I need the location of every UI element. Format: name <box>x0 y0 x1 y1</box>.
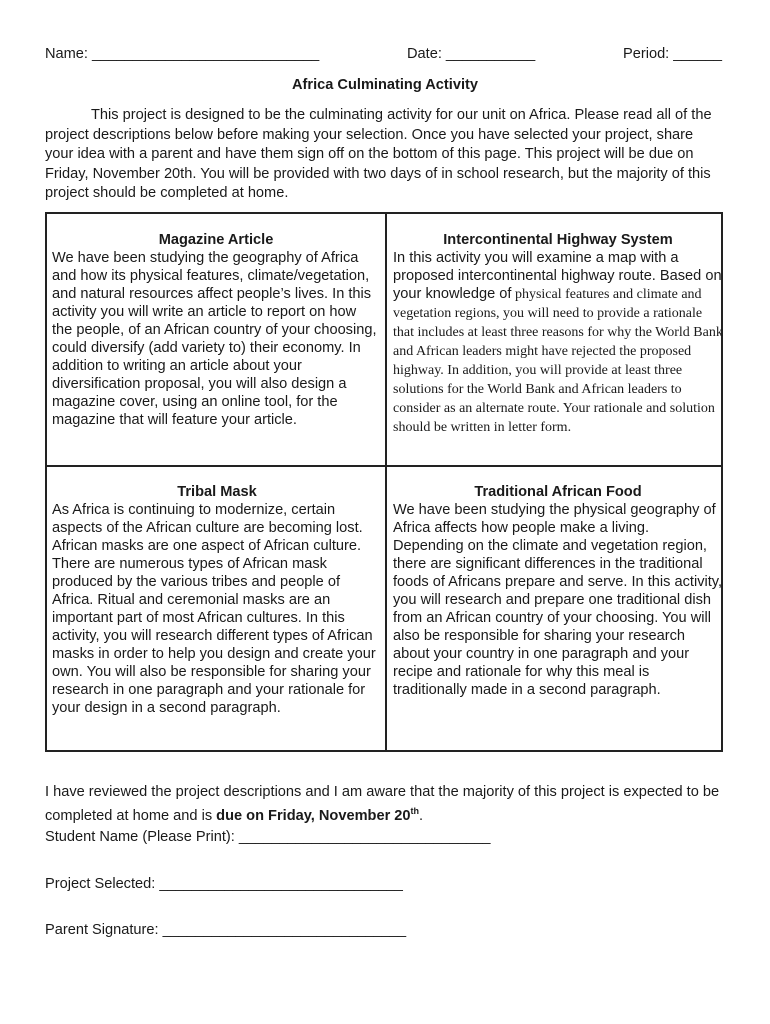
period-field[interactable]: Period: ______ <box>623 46 722 62</box>
due-date: due on Friday, November 20th <box>216 806 420 824</box>
grid-divider-vertical <box>385 214 387 750</box>
project-description: As Africa is continuing to modernize, certain aspects of the African culture are becoming lost. African masks are one aspect of African culture. There are numerous types of African mask produced by the various tribes and people of Africa. Ritual and ceremonial masks are an important part of most African cultures. In this activity, you will research different types of African masks in order to help you design and create your own. You will also be responsible for sharing your research in one paragraph and your rationale for your design in a second paragraph. <box>52 502 376 716</box>
project-selected-field[interactable]: Project Selected: ______________________________ <box>45 876 403 892</box>
intro-paragraph: This project is designed to be the culminating activity for our unit on Africa. Please read all of the project descriptions below before making your selection. Once you have selected your project, share your idea with a parent and have them sign off on the bottom of this page. This project will be due on Friday, November 20th. You will be provided with two days of in school research, but the majority of this project should be completed at home. <box>45 107 712 202</box>
date-field[interactable]: Date: ___________ <box>407 46 536 62</box>
project-description: We have been studying the geography of Africa and how its physical features, climate/vegetation, and natural resources affect people’s lives. In this activity you will write an article to report on how the people, of an African country of your choosing, could diversify (add variety to) their economy. In addition to writing an article about your diversification proposal, you will also design a magazine cover, using an online tool, for the magazine that will feature your article. <box>52 250 377 428</box>
parent-signature-field[interactable]: Parent Signature: ______________________________ <box>45 922 407 938</box>
project-description-part: physical features and climate and vegetation regions, you will need to provide a rationale that includes at least three reasons for why the World Bank and African leaders might have rejected the proposed highway. In addition, you will provide at least three solutions for the World Bank and African leaders to consider as an alternate route. Your rationale and solution should be written in letter form. <box>393 287 723 435</box>
name-field[interactable]: Name: ____________________________ <box>45 46 320 62</box>
grid-divider-horizontal <box>47 465 721 467</box>
project-title: Tribal Mask <box>177 484 257 500</box>
project-description: We have been studying the physical geography of Africa affects how people make a living. Depending on the climate and vegetation region, there are significant differences in the traditional foods of Africans prepare and serve. In this activity, you will research and prepare one traditional dish from an African country of your choosing. You will also be responsible for sharing your research about your country in one paragraph and your recipe and rationale for why this meal is traditionally made in a second paragraph. <box>393 502 723 698</box>
header-row <box>45 46 722 66</box>
project-tribal-mask <box>52 483 382 717</box>
project-description-part: In this activity you will examine a map with a proposed intercontinental highway route. Based on your knowledge of <box>393 250 722 302</box>
student-name-field[interactable]: Student Name (Please Print): _______________________________ <box>45 829 491 845</box>
acknowledgement-statement: I have reviewed the project descriptions and I am aware that the majority of this project is expected to be completed at home and is due on Friday, November 20th. <box>45 784 720 824</box>
project-magazine-article <box>52 231 380 429</box>
page-title: Africa Culminating Activity <box>292 77 478 93</box>
project-african-food <box>393 483 723 699</box>
project-grid <box>45 212 723 752</box>
acknowledgement-text: I have reviewed the project descriptions and I am aware that the majority of this project is expected to be completed at home and is <box>45 784 720 824</box>
project-title: Traditional African Food <box>474 484 642 500</box>
project-title: Intercontinental Highway System <box>443 232 673 248</box>
project-highway-system <box>393 231 723 437</box>
project-title: Magazine Article <box>158 232 274 248</box>
project-description <box>393 249 723 437</box>
